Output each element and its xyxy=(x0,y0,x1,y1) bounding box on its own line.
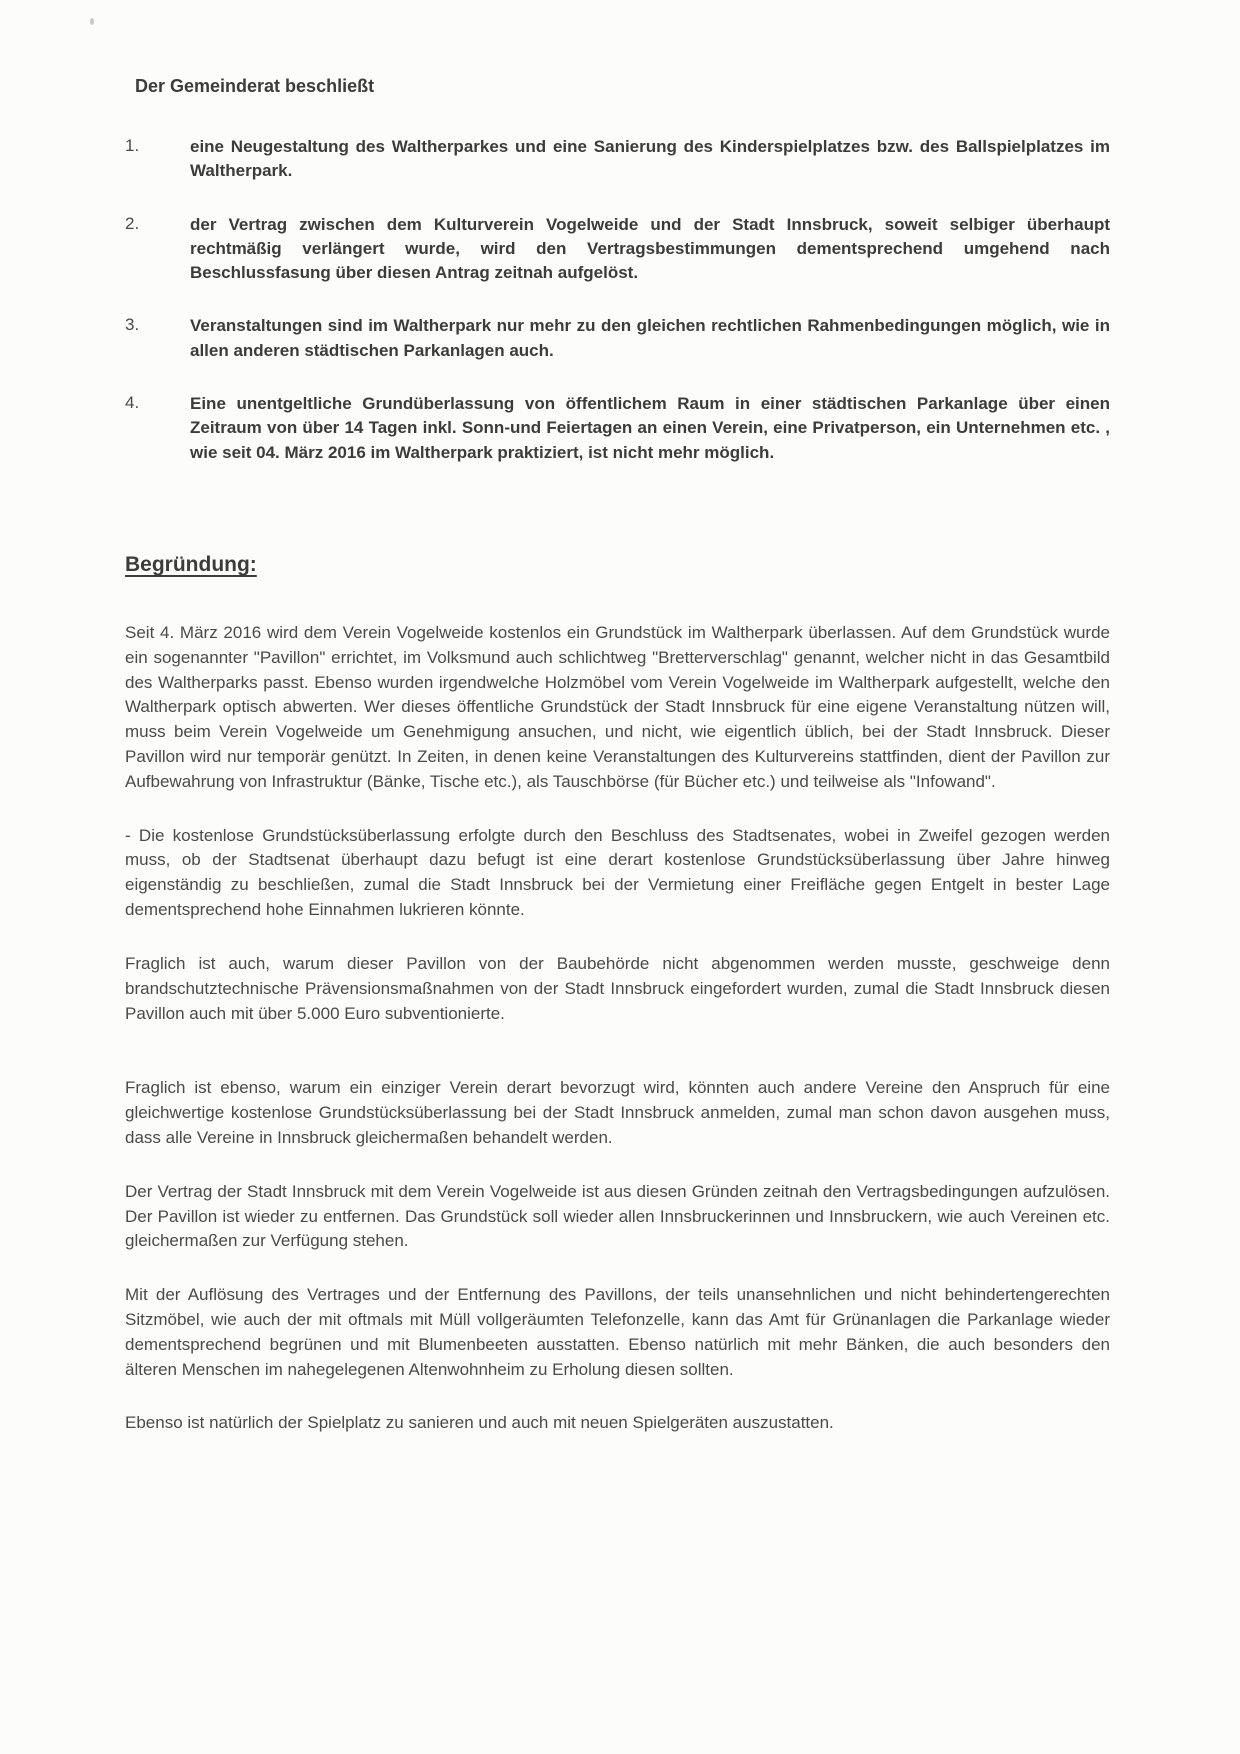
section-heading-begruendung: Begründung: xyxy=(125,552,257,576)
body-paragraph-6: Mit der Auflösung des Vertrages und der Entfernung des Pavillons, der teils unansehnlichen und nicht behindertengerechten Sitzmöbel, wie auch der mit oftmals mit Müll vollgeräumten Telefonzelle, kann das Amt für Grünanlagen die Parkanlage wieder dementsprechend begrünen und mit Blumenbeeten ausstatten. Ebenso natürlich mit mehr Bänken, die auch besonders den älteren Menschen im nahegelegenen Altenwohnheim zu Erholung diesen sollten. xyxy=(125,1285,1110,1379)
body-paragraph-2: - Die kostenlose Grundstücksüberlassung erfolgte durch den Beschluss des Stadtsenates, wobei in Zweifel gezogen werden muss, ob der Stadtsenat überhaupt dazu befugt ist eine derart kostenlose Grundstücksüberlassung über Jahre hinweg eigenständig zu beschließen, zumal die Stadt Innsbruck bei der Vermietung einer Freifläche gegen Entgelt in bester Lage dementsprechend hohe Einnahmen lukrieren könnte. xyxy=(125,825,1110,920)
resolution-number: 3. xyxy=(125,315,140,335)
body-paragraph-1: Seit 4. März 2016 wird dem Verein Vogelweide kostenlos ein Grundstück im Waltherpark überlassen. Auf dem Grundstück wurde ein sogenannter "Pavillon" errichtet, im Volksmund auch schlichtweg "Bretterverschlag" genannt, welcher nicht in das Gesamtbild des Waltherparks passt. Ebenso wurden irgendwelche Holzmöbel vom Verein Vogelweide im Waltherpark aufgestellt, welche den Waltherpark optisch abwerten. Wer dieses öffentliche Grundstück der Stadt Innsbruck für eine eigene Veranstaltung nützen will, muss beim Verein Vogelweide um Genehmigung ansuchen, und nicht, wie eigentlich üblich, bei der Stadt Innsbruck. Dieser Pavillon wird nur temporär genützt. In Zeiten, in denen keine Veranstaltungen des Kulturvereins stattfinden, dient der Pavillon zur Aufbewahrung von Infrastruktur (Bänke, Tische etc.), als Tauschbörse (für Bücher etc.) und teilweise als "Infowand". xyxy=(125,622,1110,791)
resolution-text: Eine unentgeltliche Grundüberlassung von öffentlichem Raum in einer städtischen Parkanlage über einen Zeitraum von über 14 Tagen inkl. Sonn-und Feiertagen an einen Verein, eine Privatperson, ein Unternehmen etc. , wie seit 04. März 2016 im Waltherpark praktiziert, ist nicht mehr möglich. xyxy=(190,394,1110,462)
document-header: Der Gemeinderat beschließt xyxy=(135,76,375,96)
resolution-text: Veranstaltungen sind im Waltherpark nur mehr zu den gleichen rechtlichen Rahmenbedingungen möglich, wie in allen anderen städtischen Parkanlagen auch. xyxy=(190,316,1110,360)
resolution-item-3 xyxy=(125,314,1110,363)
body-paragraph-5: Der Vertrag der Stadt Innsbruck mit dem Verein Vogelweide ist aus diesen Gründen zeitnah den Vertragsbedingungen aufzulösen. Der Pavillon ist wieder zu entfernen. Das Grundstück soll wieder allen Innsbruckerinnen und Innsbruckern, wie auch Vereinen etc. gleichermaßen zur Verfügung stehen. xyxy=(125,1181,1110,1251)
body-paragraph-3: Fraglich ist auch, warum dieser Pavillon von der Baubehörde nicht abgenommen werden musste, geschweige denn brandschutztechnische Prävensionsmaßnahmen von der Stadt Innsbruck eingefordert wurden, zumal die Stadt Innsbruck diesen Pavillon auch mit über 5.000 Euro subventionierte. xyxy=(125,953,1110,1023)
resolution-item-2 xyxy=(125,213,1110,286)
scan-artifact xyxy=(90,18,94,25)
resolution-item-1 xyxy=(125,135,1110,184)
resolution-list xyxy=(125,135,1110,465)
resolution-text: der Vertrag zwischen dem Kulturverein Vogelweide und der Stadt Innsbruck, soweit selbiger überhaupt rechtmäßig verlängert wurde, wird den Vertragsbestimmungen dementsprechend umgehend nach Beschlussfasung über diesen Antrag zeitnah aufgelöst. xyxy=(190,214,1110,283)
body-paragraph-4: Fraglich ist ebenso, warum ein einziger Verein derart bevorzugt wird, könnten auch andere Vereine den Anspruch für eine gleichwertige kostenlose Grundstücksüberlassung bei der Stadt Innsbruck anmelden, zumal man schon davon ausgehen muss, dass alle Vereine in Innsbruck gleichermaßen behandelt werden. xyxy=(125,1078,1110,1147)
resolution-number: 2. xyxy=(125,213,140,233)
resolution-number: 4. xyxy=(125,393,140,413)
resolution-number: 1. xyxy=(125,136,140,155)
resolution-text: eine Neugestaltung des Waltherparkes und eine Sanierung des Kinderspielplatzes bzw. des Ballspielplatzes im Waltherpark. xyxy=(190,137,1110,181)
resolution-item-4 xyxy=(125,392,1110,465)
body-paragraph-7: Ebenso ist natürlich der Spielplatz zu sanieren und auch mit neuen Spielgeräten auszustatten. xyxy=(125,1413,834,1433)
